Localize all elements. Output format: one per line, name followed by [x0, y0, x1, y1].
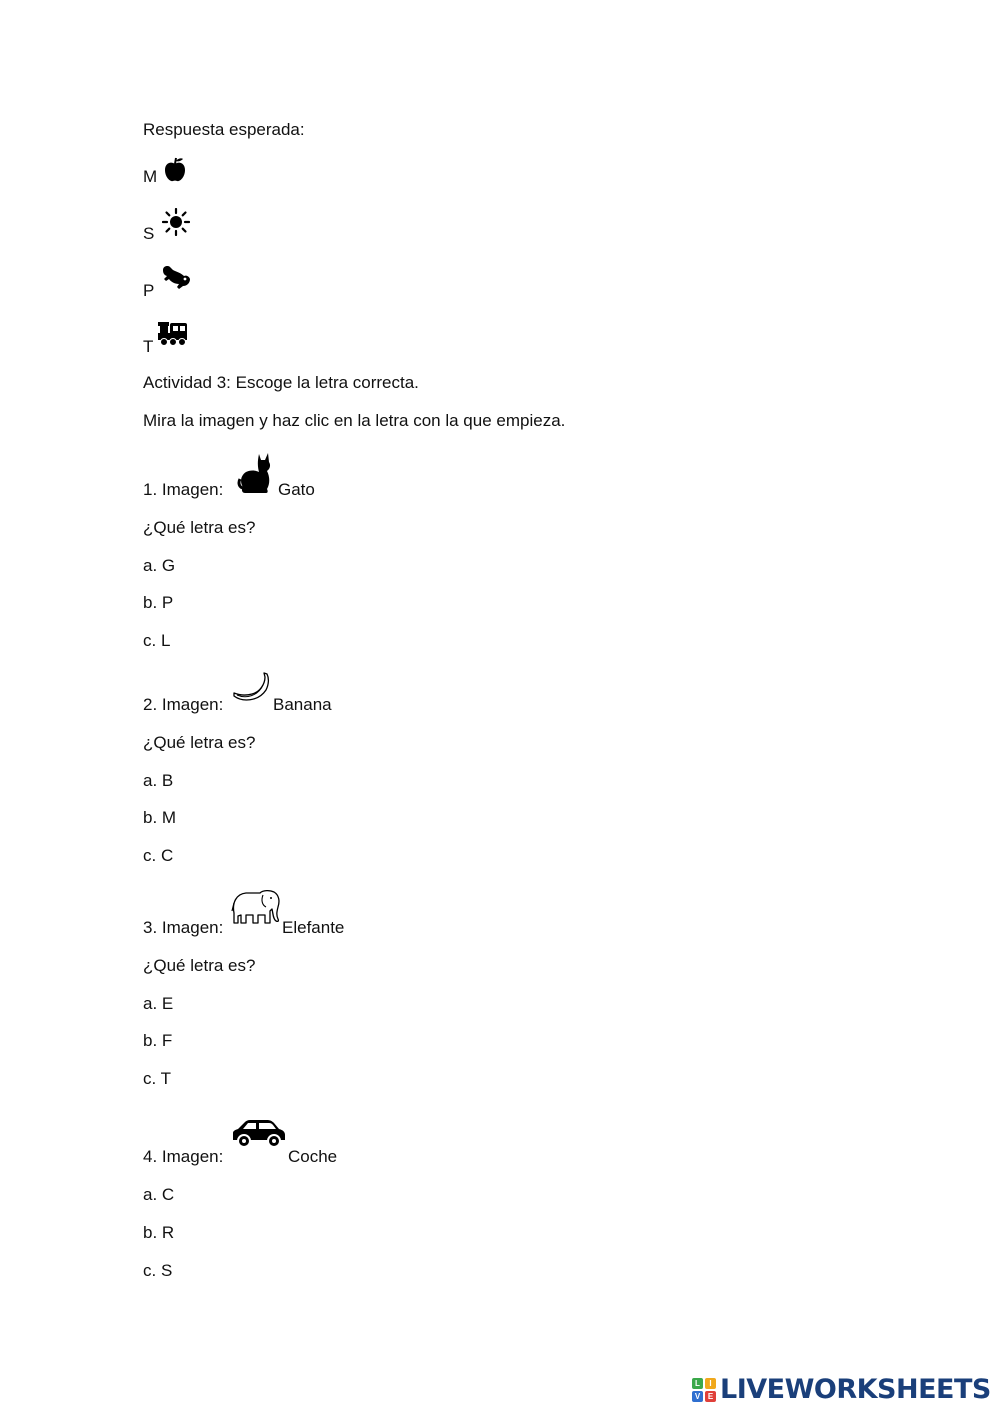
logo-letter-e: E — [705, 1391, 716, 1402]
question-2-prompt: ¿Qué letra es? — [143, 733, 256, 752]
question-2-label: 2. Imagen: — [143, 695, 224, 714]
question-4-word: Coche — [288, 1147, 338, 1166]
liveworksheets-logo — [692, 1374, 991, 1406]
question-4-option-c[interactable]: c. S — [143, 1261, 173, 1280]
question-4-label: 4. Imagen: — [143, 1147, 224, 1166]
answer-heading: Respuesta esperada: — [143, 120, 305, 139]
question-1-label: 1. Imagen: — [143, 480, 224, 499]
answer-letter-m: M — [143, 167, 158, 186]
apple-icon — [163, 157, 187, 183]
answer-letter-s: S — [143, 224, 155, 243]
activity-title: Actividad 3: Escoge la letra correcta. — [143, 373, 419, 392]
logo-mark-icon — [692, 1378, 716, 1402]
question-4-option-b[interactable]: b. R — [143, 1223, 175, 1242]
sun-icon — [162, 208, 190, 236]
question-3-label: 3. Imagen: — [143, 918, 224, 937]
question-3-prompt: ¿Qué letra es? — [143, 956, 256, 975]
question-4-option-a[interactable]: a. C — [143, 1185, 175, 1204]
question-3-option-c[interactable]: c. T — [143, 1069, 172, 1088]
question-2-option-a[interactable]: a. B — [143, 771, 174, 790]
question-1-option-c[interactable]: c. L — [143, 631, 171, 650]
question-2-option-c[interactable]: c. C — [143, 846, 174, 865]
answer-letter-t: T — [143, 337, 154, 356]
dog-icon — [161, 264, 191, 292]
question-3-option-b[interactable]: b. F — [143, 1031, 173, 1050]
activity-instruction: Mira la imagen y haz clic en la letra con la que empieza. — [143, 411, 566, 430]
question-2-word: Banana — [273, 695, 332, 714]
logo-letter-i: I — [705, 1378, 716, 1389]
car-icon — [231, 1118, 287, 1150]
question-1-prompt: ¿Qué letra es? — [143, 518, 256, 537]
train-icon — [157, 320, 189, 347]
answer-letter-p: P — [143, 281, 155, 300]
logo-letter-v: V — [692, 1391, 703, 1402]
question-3-option-a[interactable]: a. E — [143, 994, 174, 1013]
question-2-option-b[interactable]: b. M — [143, 808, 177, 827]
logo-letter-l: L — [692, 1378, 703, 1389]
question-3-word: Elefante — [282, 918, 345, 937]
question-1-option-a[interactable]: a. G — [143, 556, 176, 575]
brand-text: LIVEWORKSHEETS — [720, 1374, 991, 1405]
question-1-word: Gato — [278, 480, 315, 499]
cat-icon — [237, 450, 273, 494]
elephant-icon — [230, 889, 282, 927]
banana-icon — [232, 672, 272, 710]
question-1-option-b[interactable]: b. P — [143, 593, 174, 612]
